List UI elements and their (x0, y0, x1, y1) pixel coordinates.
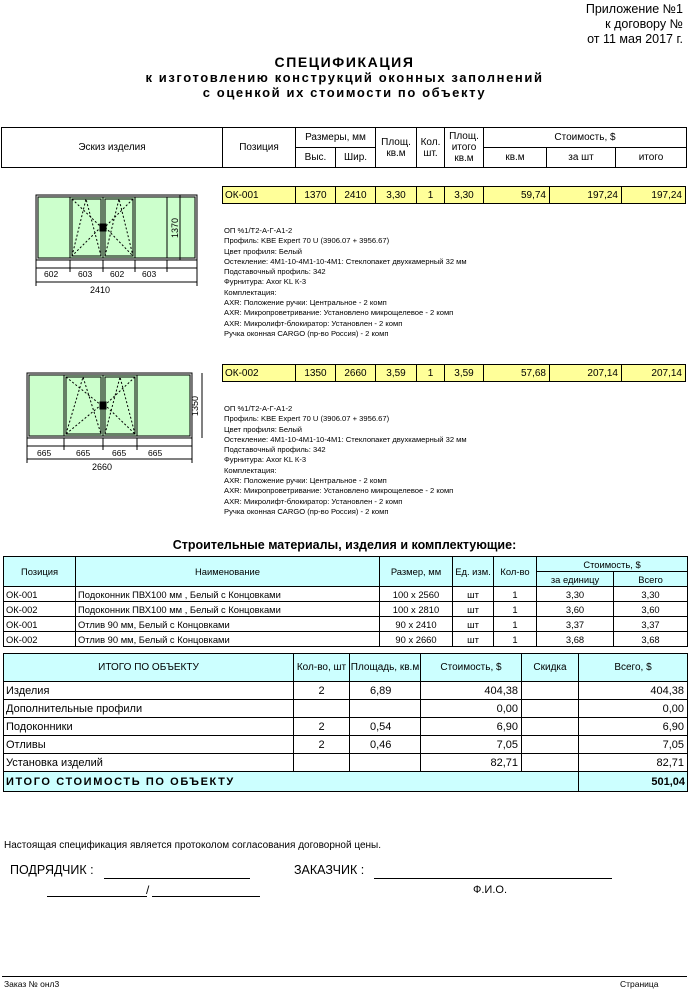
totals-sum: 6,90 (579, 718, 688, 736)
item-qty: 1 (417, 365, 445, 382)
totals-cost: 0,00 (421, 700, 522, 718)
sketch-section-label: 665 (112, 448, 127, 458)
title-line-1: СПЕЦИФИКАЦИЯ (274, 54, 415, 70)
mat-col-cost: Стоимость, $ (537, 557, 688, 572)
mat-position: ОК-002 (4, 602, 76, 617)
sketch-section-label: 603 (78, 269, 93, 279)
mat-position: ОК-001 (4, 587, 76, 602)
col-cost: Стоимость, $ (484, 128, 687, 148)
sketch-section-label: 603 (142, 269, 157, 279)
description-line: Цвет профиля: Белый (224, 246, 303, 256)
description-line: AXR: Положение ручки: Центральное - 2 комп (224, 476, 387, 486)
description-line: AXR: Микролифт-блокиратор: Установлен - 2 комп (224, 318, 403, 328)
description-line: Остекление: 4М1-10-4М1-10-4М1: Стеклопакет двухкамерный 32 мм (224, 256, 467, 266)
mat-size: 100 x 2560 (380, 587, 453, 602)
col-sketch: Эскиз изделия (2, 128, 223, 168)
item-total: 197,24 (622, 187, 686, 204)
item-description (224, 226, 467, 339)
title-line-3: с оценкой их стоимости по объекту (202, 85, 487, 100)
mat-col-position: Позиция (4, 557, 76, 587)
agreement-note: Настоящая спецификация является протоколом согласования договорной цены. (4, 840, 382, 851)
item-area: 3,59 (376, 365, 417, 382)
mat-col-qty: Кол-во (494, 557, 537, 587)
item-height: 1370 (296, 187, 336, 204)
item-row (222, 186, 686, 204)
totals-sum: 0,00 (579, 700, 688, 718)
table-row (4, 617, 688, 632)
table-row (4, 736, 688, 754)
appendix-block (586, 2, 683, 47)
description-line: AXR: Положение ручки: Центральное - 2 комп (224, 298, 387, 308)
table-row (4, 632, 688, 647)
page-label: Страница (620, 979, 659, 989)
title-line-2: к изготовлению конструкций оконных заполнений (145, 70, 544, 85)
description-line: Фурнитура: Axor KL К-3 (224, 455, 307, 465)
order-number: Заказ № онл3 (4, 979, 60, 989)
appendix-line-2: к договору № (605, 17, 683, 31)
description-line: AXR: Микропроветривание: Установлено микрощелевое - 2 комп (224, 486, 454, 496)
item-width: 2410 (336, 187, 376, 204)
totals-cost: 82,71 (421, 754, 522, 772)
description-line: Профиль: KBE Expert 70 U (3906.07 + 3956.67) (224, 414, 390, 424)
totals-area: 6,89 (350, 682, 421, 700)
mat-per-unit: 3,30 (537, 587, 614, 602)
col-area: Площ. кв.м (376, 128, 417, 168)
totals-label: Дополнительные профили (4, 700, 294, 718)
spec-header-table (1, 127, 687, 168)
mat-total: 3,37 (614, 617, 688, 632)
totals-sum: 404,38 (579, 682, 688, 700)
window-sketch-2 (22, 368, 222, 476)
item-area-total: 3,30 (445, 187, 484, 204)
item-position: ОК-001 (223, 187, 296, 204)
sketch-height-label: 1370 (170, 217, 180, 238)
description-line: Комплектация: (224, 287, 277, 297)
mat-unit: шт (453, 632, 494, 647)
item-qty: 1 (417, 187, 445, 204)
totals-label: Установка изделий (4, 754, 294, 772)
grand-total-label: ИТОГО СТОИМОСТЬ ПО ОБЪЕКТУ (4, 772, 579, 792)
totals-qty (294, 700, 350, 718)
totals-table (3, 653, 688, 792)
totals-discount (522, 682, 579, 700)
item-area-total: 3,59 (445, 365, 484, 382)
mat-size: 100 x 2810 (380, 602, 453, 617)
col-position: Позиция (223, 128, 296, 168)
mat-unit: шт (453, 617, 494, 632)
totals-col-area: Площадь, кв.м (350, 654, 421, 682)
totals-sum: 7,05 (579, 736, 688, 754)
totals-area: 0,54 (350, 718, 421, 736)
sketch-width-label: 2410 (90, 285, 111, 295)
mat-col-name: Наименование (76, 557, 380, 587)
sketch-section-label: 602 (44, 269, 59, 279)
totals-cost: 6,90 (421, 718, 522, 736)
col-cost-total: итого (616, 148, 687, 168)
customer-signature-line[interactable] (374, 878, 612, 879)
sketch-section-label: 665 (148, 448, 163, 458)
mat-col-per-unit: за единицу (537, 572, 614, 587)
materials-title: Строительные материалы, изделия и комплектующие: (172, 538, 517, 552)
col-qty: Кол. шт. (417, 128, 445, 168)
mat-name: Подоконник ПВХ100 мм , Белый с Концовками (76, 602, 380, 617)
mat-qty: 1 (494, 602, 537, 617)
totals-col-sum: Всего, $ (579, 654, 688, 682)
col-sizes: Размеры, мм (296, 128, 376, 148)
mat-col-size: Размер, мм (380, 557, 453, 587)
contractor-label: ПОДРЯДЧИК : (10, 863, 94, 877)
col-cost-sqm: кв.м (484, 148, 547, 168)
mat-qty: 1 (494, 632, 537, 647)
description-line: Подставочный профиль: 342 (224, 267, 326, 277)
item-position: ОК-002 (223, 365, 296, 382)
materials-table (3, 556, 688, 647)
sketch-section-label: 665 (76, 448, 91, 458)
totals-discount (522, 736, 579, 754)
mat-total: 3,60 (614, 602, 688, 617)
totals-area (350, 700, 421, 718)
totals-label: Отливы (4, 736, 294, 754)
mat-unit: шт (453, 602, 494, 617)
totals-discount (522, 700, 579, 718)
item-row (222, 364, 686, 382)
mat-qty: 1 (494, 587, 537, 602)
item-price-sqm: 59,74 (484, 187, 550, 204)
totals-qty: 2 (294, 682, 350, 700)
description-line: Ручка оконная CARGO (пр-во Россия) - 2 комп (224, 506, 389, 516)
sketch-section-label: 665 (37, 448, 52, 458)
mat-unit: шт (453, 587, 494, 602)
mat-name: Подоконник ПВХ100 мм , Белый с Концовками (76, 587, 380, 602)
sketch-width-label: 2660 (92, 462, 113, 472)
item-height: 1350 (296, 365, 336, 382)
item-price-each: 197,24 (550, 187, 622, 204)
signature-slash: / (146, 883, 150, 897)
mat-total: 3,68 (614, 632, 688, 647)
table-row (4, 754, 688, 772)
description-line: Профиль: KBE Expert 70 U (3906.07 + 3956.67) (224, 236, 390, 246)
totals-label: Подоконники (4, 718, 294, 736)
totals-qty (294, 754, 350, 772)
mat-col-total: Всего (614, 572, 688, 587)
mat-total: 3,30 (614, 587, 688, 602)
sketch-section-label: 602 (110, 269, 125, 279)
description-line: AXR: Микролифт-блокиратор: Установлен - 2 комп (224, 496, 403, 506)
totals-qty: 2 (294, 718, 350, 736)
table-row (4, 700, 688, 718)
description-line: ОП %1/Т2-А-Г-А1-2 (224, 404, 293, 413)
description-line: Фурнитура: Axor KL К-3 (224, 277, 307, 287)
mat-per-unit: 3,37 (537, 617, 614, 632)
appendix-line-3: от 11 мая 2017 г. (587, 32, 683, 46)
totals-discount (522, 718, 579, 736)
mat-name: Отлив 90 мм, Белый с Концовками (76, 617, 380, 632)
table-row (4, 718, 688, 736)
col-area-total: Площ. итого кв.м (445, 128, 484, 168)
item-area: 3,30 (376, 187, 417, 204)
totals-area (350, 754, 421, 772)
appendix-line-1: Приложение №1 (585, 2, 683, 16)
mat-position: ОК-001 (4, 617, 76, 632)
mat-per-unit: 3,60 (537, 602, 614, 617)
description-line: Подставочный профиль: 342 (224, 445, 326, 455)
description-line: Цвет профиля: Белый (224, 424, 303, 434)
mat-qty: 1 (494, 617, 537, 632)
description-line: Ручка оконная CARGO (пр-во Россия) - 2 комп (224, 328, 389, 338)
totals-sum: 82,71 (579, 754, 688, 772)
totals-col-cost: Стоимость, $ (421, 654, 522, 682)
table-row (4, 587, 688, 602)
description-line: ОП %1/Т2-А-Г-А1-2 (224, 226, 293, 235)
window-sketch-1 (30, 190, 220, 300)
totals-col-discount: Скидка (522, 654, 579, 682)
fio-label: Ф.И.О. (473, 884, 507, 896)
mat-per-unit: 3,68 (537, 632, 614, 647)
item-price-sqm: 57,68 (484, 365, 550, 382)
mat-size: 90 x 2660 (380, 632, 453, 647)
table-row (4, 602, 688, 617)
description-line: Остекление: 4М1-10-4М1-10-4М1: Стеклопакет двухкамерный 32 мм (224, 434, 467, 444)
signature-line-right[interactable] (152, 896, 260, 897)
col-cost-each: за шт (547, 148, 616, 168)
item-width: 2660 (336, 365, 376, 382)
col-height: Выс. (296, 148, 336, 168)
mat-position: ОК-002 (4, 632, 76, 647)
grand-total-value: 501,04 (579, 772, 688, 792)
totals-col-label: ИТОГО ПО ОБЪЕКТУ (4, 654, 294, 682)
item-description (224, 404, 467, 517)
footer-divider (2, 976, 687, 977)
totals-label: Изделия (4, 682, 294, 700)
contractor-signature-line[interactable] (104, 878, 250, 879)
table-row (4, 682, 688, 700)
description-line: AXR: Микропроветривание: Установлено микрощелевое - 2 комп (224, 308, 454, 318)
totals-area: 0,46 (350, 736, 421, 754)
totals-qty: 2 (294, 736, 350, 754)
item-total: 207,14 (622, 365, 686, 382)
totals-cost: 404,38 (421, 682, 522, 700)
mat-size: 90 x 2410 (380, 617, 453, 632)
totals-cost: 7,05 (421, 736, 522, 754)
sketch-height-label: 1350 (190, 395, 200, 416)
totals-col-qty: Кол-во, шт (294, 654, 350, 682)
customer-label: ЗАКАЗЧИК : (294, 863, 365, 877)
item-price-each: 207,14 (550, 365, 622, 382)
totals-discount (522, 754, 579, 772)
document-title (0, 55, 689, 100)
mat-col-unit: Ед. изм. (453, 557, 494, 587)
signature-line-left[interactable] (47, 896, 147, 897)
mat-name: Отлив 90 мм, Белый с Концовками (76, 632, 380, 647)
col-width: Шир. (336, 148, 376, 168)
description-line: Комплектация: (224, 465, 277, 475)
